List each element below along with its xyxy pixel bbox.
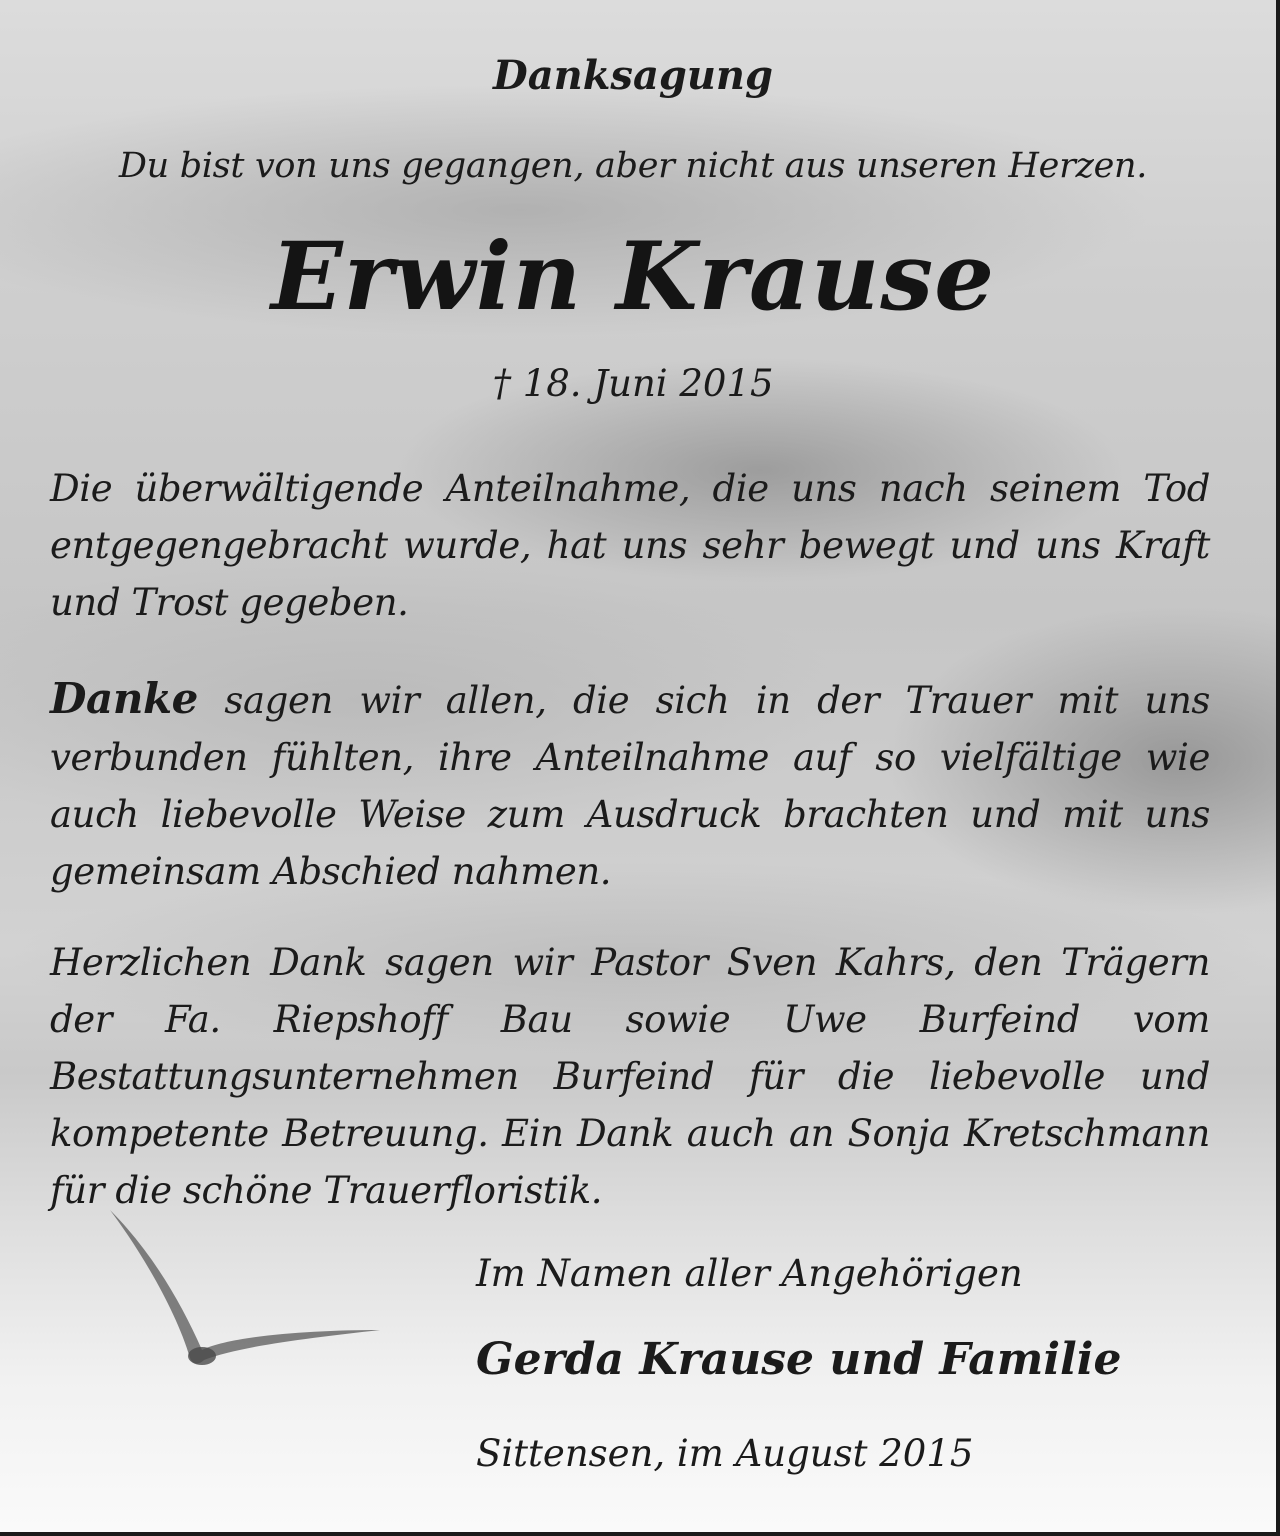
on-behalf-line: Im Namen aller Angehörigen [476,1252,1023,1295]
paragraph-sympathy: Die überwältigende Anteilnahme, die uns nach seinem Tod entgegengebracht wurde, hat uns sehr bewegt und uns Kraft und Trost gegeben. [50,467,1210,624]
notice-heading: Danksagung [493,52,773,99]
danke-word: Danke [50,674,198,723]
seagull-icon [80,1190,400,1390]
paragraph-acknowledgements: Herzlichen Dank sagen wir Pastor Sven Kahrs, den Trägern der Fa. Riepshoff Bau sowie Uwe Burfeind vom Bestattungsunternehmen Burfeind für die liebevolle und kompetente Betreuung. Ein Dank auch an Sonja Kretschmann für die schöne Trauerfloristik. [50,941,1210,1212]
paragraph-thanks [50,670,1210,900]
paragraph-thanks-text: sagen wir allen, die sich in der Trauer mit uns verbunden fühlten, ihre Anteilnahme auf so vielfältige wie auch liebevolle Weise zum Ausdruck brachten und mit uns gemeinsam Abschied nahmen. [50,679,1210,893]
death-date: † 18. Juni 2015 [492,362,774,405]
motto-line: Du bist von uns gegangen, aber nicht aus unseren Herzen. [118,146,1148,186]
signature-family: Gerda Krause und Familie [476,1334,1122,1385]
place-date: Sittensen, im August 2015 [476,1432,974,1475]
deceased-name: Erwin Krause [270,222,996,332]
